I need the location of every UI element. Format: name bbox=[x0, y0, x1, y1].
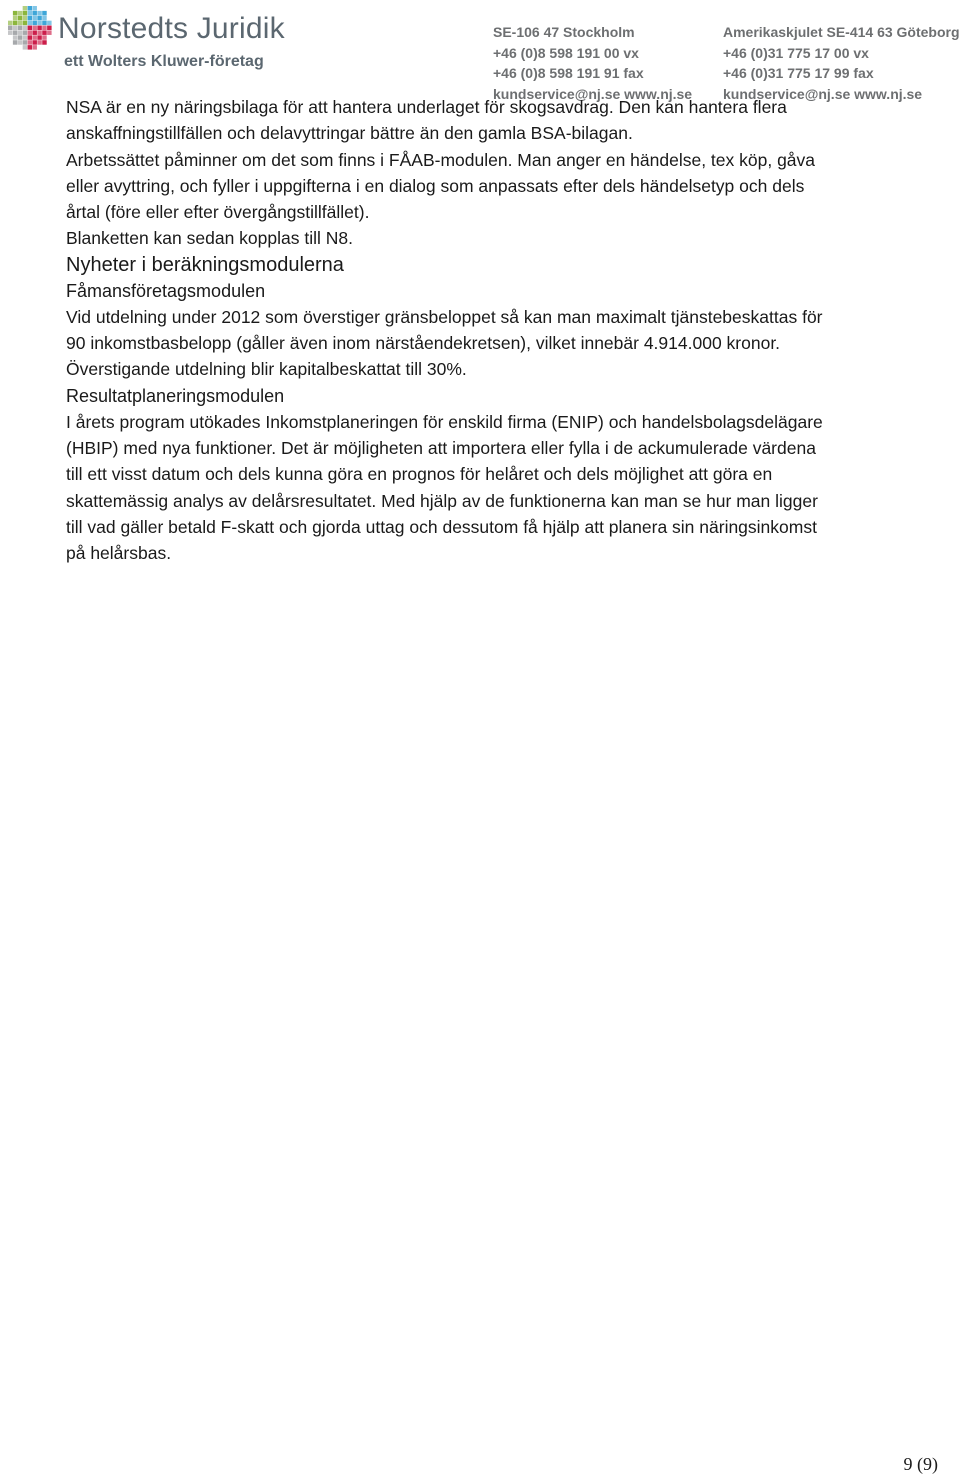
logo-cell bbox=[37, 40, 41, 44]
text-line: Arbetssättet påminner om det som finns i FÅAB-modulen. Man anger en händelse, tex köp, gåva bbox=[66, 149, 816, 170]
logo-cell bbox=[28, 30, 32, 34]
logo-cell bbox=[32, 35, 36, 39]
subsection-heading-famans: Fåmansföretagsmodulen bbox=[66, 280, 266, 301]
logo-cell bbox=[23, 11, 27, 15]
office-goteborg bbox=[723, 22, 960, 104]
logo-cell bbox=[32, 45, 36, 49]
logo-cell bbox=[47, 26, 51, 30]
logo-cell bbox=[18, 35, 22, 39]
logo-cell bbox=[8, 21, 12, 25]
logo-cell bbox=[32, 21, 36, 25]
logo-cell bbox=[23, 21, 27, 25]
logo-cell bbox=[28, 26, 32, 30]
logo-cell bbox=[13, 21, 17, 25]
office-fax: +46 (0)31 775 17 99 fax bbox=[723, 65, 874, 81]
norstedts-logo-icon bbox=[8, 6, 52, 50]
logo-cell bbox=[42, 35, 46, 39]
text-line: till vad gäller betald F-skatt och gjorda uttag och dessutom få hjälp att planera sin näringsinkomst bbox=[66, 516, 817, 537]
logo-cell bbox=[37, 35, 41, 39]
office-web: kundservice@nj.se www.nj.se bbox=[723, 85, 923, 102]
logo-cell bbox=[42, 26, 46, 30]
logo-cell bbox=[8, 26, 12, 30]
logo-cell bbox=[23, 45, 27, 49]
text-line: anskaffningstillfällen och delavyttringar bättre än den gamla BSA-bilagan. bbox=[66, 123, 633, 144]
logo-cell bbox=[28, 16, 32, 20]
resultat-paragraph bbox=[66, 409, 946, 567]
text-line: årtal (före eller efter övergångstillfället). bbox=[66, 202, 370, 223]
logo-cell bbox=[23, 16, 27, 20]
intro-paragraph bbox=[66, 94, 946, 252]
logo-cell bbox=[18, 16, 22, 20]
office-address: SE-106 47 Stockholm bbox=[493, 24, 635, 40]
logo-cell bbox=[28, 45, 32, 49]
logo-cell bbox=[28, 11, 32, 15]
logo-cell bbox=[32, 40, 36, 44]
logo-cell bbox=[23, 30, 27, 34]
logo-cell bbox=[42, 16, 46, 20]
subsection-heading-resultat: Resultatplaneringsmodulen bbox=[66, 385, 285, 406]
logo-cell bbox=[42, 21, 46, 25]
brand-tagline: ett Wolters Kluwer-företag bbox=[64, 53, 264, 70]
section-heading: Nyheter i beräkningsmodulerna bbox=[66, 253, 344, 276]
text-line: skattemässig analys av delårsresultatet. Med hjälp av de funktionerna kan man se hur man ligger bbox=[66, 490, 818, 511]
text-line: till ett visst datum och dels kunna göra en prognos för helåret och dels möjlighet att göra en bbox=[66, 464, 773, 485]
office-phone: +46 (0)8 598 191 00 vx bbox=[493, 44, 639, 61]
office-fax: +46 (0)8 598 191 91 fax bbox=[493, 65, 644, 81]
logo-cell bbox=[42, 11, 46, 15]
office-web: kundservice@nj.se www.nj.se bbox=[493, 85, 693, 102]
logo-cell bbox=[37, 21, 41, 25]
text-line: på helårsbas. bbox=[66, 543, 172, 564]
logo-cell bbox=[37, 30, 41, 34]
text-line: I årets program utökades Inkomstplaneringen för enskild firma (ENIP) och handelsbolagsdelägare bbox=[66, 411, 823, 432]
logo-cell bbox=[32, 16, 36, 20]
office-address: Amerikaskjulet SE-414 63 Göteborg bbox=[723, 24, 960, 40]
logo-cell bbox=[13, 40, 17, 44]
logo-cell bbox=[42, 40, 46, 44]
logo-cell bbox=[18, 21, 22, 25]
logo-cell bbox=[23, 6, 27, 10]
logo-cell bbox=[23, 40, 27, 44]
text-line: Blanketten kan sedan kopplas till N8. bbox=[66, 228, 353, 249]
logo-cell bbox=[18, 40, 22, 44]
logo-cell bbox=[18, 11, 22, 15]
logo-cell bbox=[47, 30, 51, 34]
logo-cell bbox=[28, 40, 32, 44]
logo-cell bbox=[32, 26, 36, 30]
logo-cell bbox=[37, 11, 41, 15]
text-line: 90 inkomstbasbelopp (gåller även inom närståendekretsen), vilket innebär 4.914.000 kronor. bbox=[66, 333, 781, 354]
logo-cell bbox=[37, 26, 41, 30]
office-stockholm bbox=[493, 22, 692, 104]
logo-cell bbox=[23, 35, 27, 39]
logo-cell bbox=[23, 26, 27, 30]
document-body bbox=[66, 94, 946, 566]
logo-cell bbox=[13, 11, 17, 15]
logo-cell bbox=[18, 26, 22, 30]
logo-cell bbox=[18, 30, 22, 34]
text-line: eller avyttring, och fyller i uppgifterna i en dialog som anpassats efter dels händelsetyp och dels bbox=[66, 175, 805, 196]
logo-cell bbox=[42, 30, 46, 34]
logo-cell bbox=[13, 35, 17, 39]
text-line: NSA är en ny näringsbilaga för att hantera underlaget för skogsavdrag. Den kan hantera flera bbox=[66, 97, 787, 117]
logo-cell bbox=[32, 11, 36, 15]
logo-cell bbox=[8, 30, 12, 34]
logo-cell bbox=[28, 35, 32, 39]
logo-cell bbox=[37, 16, 41, 20]
letterhead bbox=[0, 0, 960, 100]
logo-cell bbox=[32, 6, 36, 10]
logo-cell bbox=[13, 16, 17, 20]
logo-cell bbox=[13, 26, 17, 30]
logo-cell bbox=[13, 30, 17, 34]
text-line: Överstigande utdelning blir kapitalbeskattat till 30%. bbox=[66, 359, 467, 380]
famans-paragraph bbox=[66, 304, 946, 383]
brand-name: Norstedts Juridik bbox=[58, 12, 285, 45]
page-number: 9 (9) bbox=[903, 1454, 938, 1474]
logo-cell bbox=[32, 30, 36, 34]
office-phone: +46 (0)31 775 17 00 vx bbox=[723, 44, 869, 61]
text-line: Vid utdelning under 2012 som överstiger gränsbeloppet så kan man maximalt tjänstebeskattas för bbox=[66, 306, 823, 327]
logo-cell bbox=[28, 6, 32, 10]
logo-cell bbox=[47, 21, 51, 25]
logo-cell bbox=[28, 21, 32, 25]
text-line: (HBIP) med nya funktioner. Det är möjligheten att importera eller fylla i de ackumulerade värdena bbox=[66, 437, 816, 458]
